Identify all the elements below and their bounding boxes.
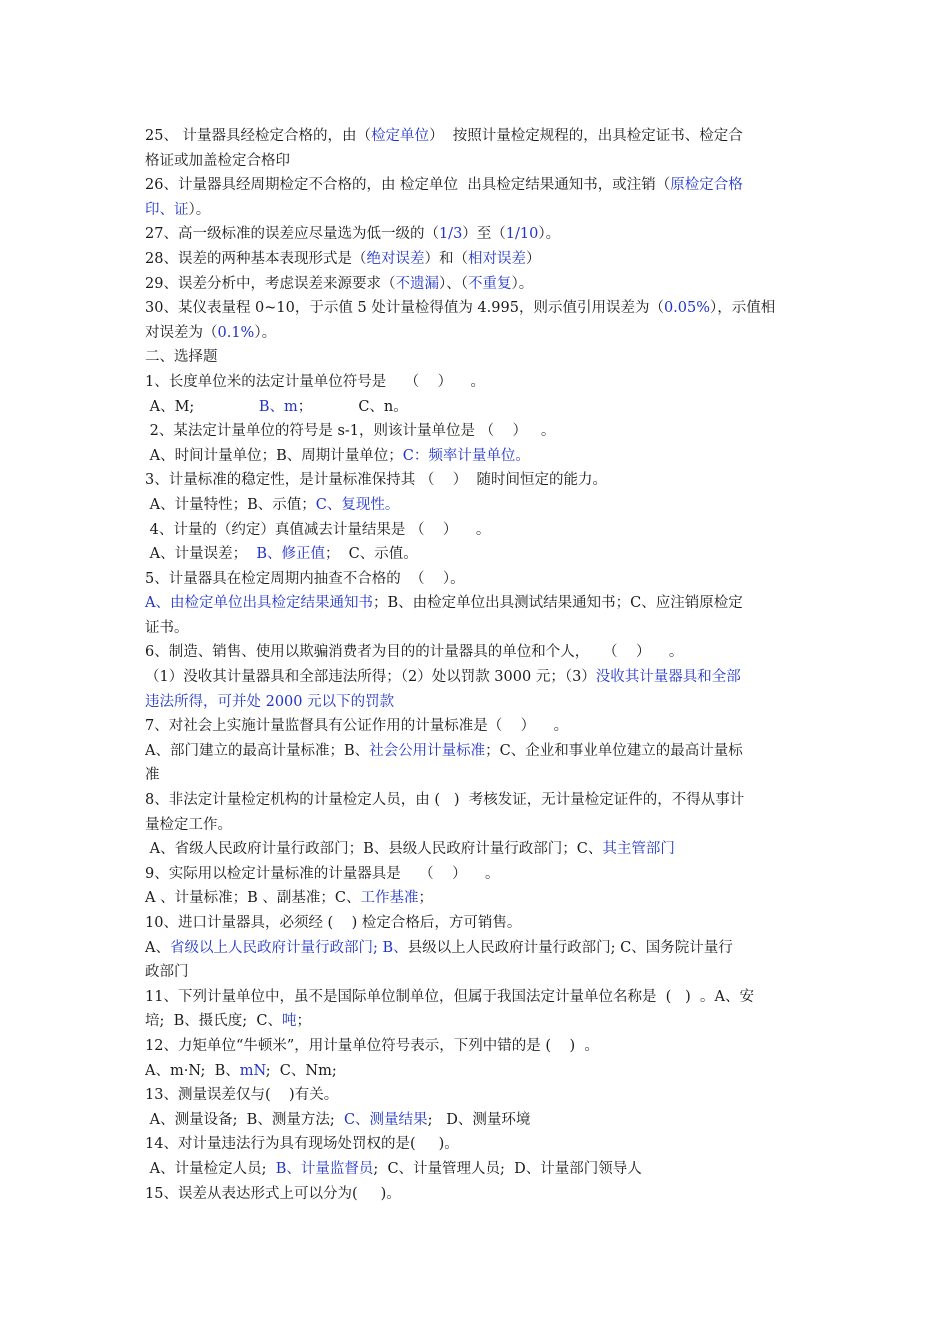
text-line bbox=[145, 690, 810, 715]
question-text: 9、实际用以检定计量标准的计量器具是 （ ） 。 bbox=[145, 865, 500, 882]
question-text: ； C、n。 bbox=[297, 398, 408, 415]
question-text: 2、某法定计量单位的符号是 s-1，则该计量单位是 （ ） 。 bbox=[145, 423, 556, 440]
question-text: ）至（ bbox=[462, 226, 506, 243]
text-line bbox=[145, 960, 810, 985]
question-text: A 、计量标准；B 、副基准；C、 bbox=[145, 890, 361, 907]
answer-text: 1/3 bbox=[438, 226, 463, 243]
text-line bbox=[145, 444, 810, 469]
question-text: ；C、企业和事业单位建立的最高计量标 bbox=[485, 742, 743, 759]
text-line bbox=[145, 862, 810, 887]
question-text: A、计量误差； bbox=[145, 546, 257, 563]
question-text: 3、计量标准的稳定性，是计量标准保持其 （ ） 随时间恒定的能力。 bbox=[145, 472, 607, 489]
text-line bbox=[145, 493, 810, 518]
answer-text: B、修正值 bbox=[256, 546, 325, 563]
question-text: 培; B、摄氏度; C、 bbox=[145, 1013, 282, 1030]
text-line bbox=[145, 370, 810, 395]
text-line bbox=[145, 591, 810, 616]
text-line bbox=[145, 321, 810, 346]
question-text: A、计量检定人员; bbox=[145, 1160, 276, 1177]
text-line bbox=[145, 911, 810, 936]
question-text: 准 bbox=[145, 767, 160, 784]
question-text: 二、选择题 bbox=[145, 349, 218, 366]
answer-text: 省级以上人民政府计量行政部门; B、 bbox=[169, 939, 408, 956]
question-text: A、测量设备; B、测量方法; bbox=[145, 1111, 344, 1128]
text-line bbox=[145, 640, 810, 665]
text-line bbox=[145, 1059, 810, 1084]
answer-text: 其主管部门 bbox=[602, 841, 675, 858]
text-line bbox=[145, 985, 810, 1010]
question-text: 格证或加盖检定合格印 bbox=[145, 152, 290, 169]
question-text: ） 按照计量检定规程的，出具检定证书、检定合 bbox=[429, 128, 743, 144]
text-line bbox=[145, 665, 810, 690]
question-text: ； C、示值。 bbox=[324, 546, 418, 563]
text-line bbox=[145, 837, 810, 862]
text-line bbox=[145, 419, 810, 444]
text-line bbox=[145, 886, 810, 911]
question-text: ）。 bbox=[188, 201, 211, 218]
question-text: A、m·N; B、 bbox=[145, 1062, 240, 1079]
text-line bbox=[145, 763, 810, 788]
question-text: A、时间计量单位；B、周期计量单位； bbox=[145, 447, 403, 464]
question-text: 13、测量误差仅与( )有关。 bbox=[145, 1087, 339, 1104]
question-text: ）和（ bbox=[424, 250, 468, 267]
answer-text: 相对误差 bbox=[467, 250, 526, 267]
question-text: 28、误差的两种基本表现形式是（ bbox=[145, 250, 367, 267]
text-line bbox=[145, 616, 810, 641]
question-text: 27、高一级标准的误差应尽量选为低一级的（ bbox=[145, 226, 439, 243]
text-line bbox=[145, 1132, 810, 1157]
text-line bbox=[145, 149, 810, 174]
question-text: ； bbox=[418, 890, 433, 907]
answer-text: 原检定合格 bbox=[670, 177, 743, 194]
text-line bbox=[145, 813, 810, 838]
text-line bbox=[145, 1083, 810, 1108]
text-line bbox=[145, 936, 810, 961]
question-text: 县级以上人民政府计量行政部门; C、国务院计量行 bbox=[407, 939, 733, 956]
question-text: 4、计量的（约定）真值减去计量结果是 （ ） 。 bbox=[145, 521, 491, 538]
text-line bbox=[145, 124, 810, 149]
question-text: 29、误差分析中，考虑误差来源要求（ bbox=[145, 275, 396, 292]
question-text: 量检定工作。 bbox=[145, 816, 232, 833]
answer-text: 绝对误差 bbox=[366, 250, 425, 267]
text-line bbox=[145, 567, 810, 592]
answer-text: 吨 bbox=[281, 1013, 297, 1030]
text-line bbox=[145, 247, 810, 272]
question-text: ; D、测量环境 bbox=[427, 1111, 531, 1128]
question-text: 25、 计量器具经检定合格的，由（ bbox=[145, 128, 372, 144]
question-text: ； bbox=[296, 1013, 311, 1030]
question-text: 10、进口计量器具，必须经 ( ) 检定合格后，方可销售。 bbox=[145, 915, 522, 931]
answer-text: B、m bbox=[258, 398, 298, 415]
answer-text: A、由检定单位出具检定结果通知书 bbox=[145, 595, 373, 612]
question-text: ；B、由检定单位出具测试结果通知书；C、应注销原检定 bbox=[372, 595, 743, 612]
text-line bbox=[145, 542, 810, 567]
answer-text: C、复现性。 bbox=[315, 496, 400, 513]
question-text: ） bbox=[525, 250, 541, 267]
document-body bbox=[145, 124, 810, 1206]
question-text: （1）没收其计量器具和全部违法所得；（2）处以罚款 3000 元；（3） bbox=[145, 669, 596, 686]
text-line bbox=[145, 468, 810, 493]
question-text: 11、下列计量单位中，虽不是国际单位制单位，但属于我国法定计量单位名称是 ( ) 。A、安 bbox=[145, 988, 754, 1005]
answer-text: 工作基准 bbox=[360, 890, 419, 907]
text-line bbox=[145, 272, 810, 297]
text-line bbox=[145, 1034, 810, 1059]
answer-text: mN bbox=[239, 1062, 266, 1079]
answer-text: 1/10 bbox=[505, 226, 539, 243]
text-line bbox=[145, 739, 810, 764]
answer-text: 印、证 bbox=[145, 201, 189, 218]
answer-text: 社会公用计量标准 bbox=[369, 742, 486, 759]
answer-text: 0.05% bbox=[663, 300, 711, 317]
text-line bbox=[145, 1009, 810, 1034]
text-line bbox=[145, 198, 810, 223]
question-text: 6、制造、销售、使用以欺骗消费者为目的的计量器具的单位和个人， （ ） 。 bbox=[145, 644, 684, 661]
text-line bbox=[145, 222, 810, 247]
question-text: A、省级人民政府计量行政部门；B、县级人民政府计量行政部门；C、 bbox=[145, 841, 603, 858]
question-text: A、 bbox=[145, 939, 170, 956]
question-text: 政部门 bbox=[145, 964, 189, 981]
answer-text: C：频率计量单位。 bbox=[402, 447, 530, 464]
question-text: 15、误差从表达形式上可以分为( )。 bbox=[145, 1185, 401, 1202]
question-text: ）。 bbox=[511, 275, 534, 292]
question-text: 7、对社会上实施计量监督具有公证作用的计量标准是（ ） 。 bbox=[145, 718, 569, 735]
question-text: A、计量特性；B、示值； bbox=[145, 496, 316, 513]
question-text: ; C、计量管理人员; D、计量部门领导人 bbox=[373, 1160, 642, 1177]
text-line bbox=[145, 1182, 810, 1207]
question-text: ），示值相 bbox=[710, 300, 776, 317]
question-text: A、部门建立的最高计量标准；B、 bbox=[145, 742, 370, 759]
question-text: 14、对计量违法行为具有现场处罚权的是( )。 bbox=[145, 1136, 459, 1153]
question-text: ; C、Nm; bbox=[265, 1062, 337, 1079]
question-text: ）、（ bbox=[438, 275, 468, 292]
answer-text: B、计量监督员 bbox=[275, 1160, 374, 1177]
answer-text: 违法所得，可并处 2000 元以下的罚款 bbox=[145, 693, 395, 710]
text-line bbox=[145, 296, 810, 321]
text-line bbox=[145, 345, 810, 370]
answer-text: 不重复 bbox=[467, 275, 512, 292]
text-line bbox=[145, 395, 810, 420]
question-text: 证书。 bbox=[145, 619, 189, 636]
answer-text: 检定单位 bbox=[371, 128, 430, 144]
answer-text: 没收其计量器具和全部 bbox=[595, 669, 741, 686]
question-text: A、M; bbox=[145, 398, 259, 415]
question-text: ）。 bbox=[538, 226, 561, 243]
question-text: 12、力矩单位“牛顿米”，用计量单位符号表示，下列中错的是 ( ) 。 bbox=[145, 1037, 599, 1054]
text-line bbox=[145, 173, 810, 198]
question-text: 8、非法定计量检定机构的计量检定人员，由 ( ) 考核发证，无计量检定证件的，不得从事计 bbox=[145, 792, 745, 809]
question-text: ）。 bbox=[254, 324, 277, 341]
text-line bbox=[145, 788, 810, 813]
answer-text: 不遗漏 bbox=[395, 275, 439, 292]
question-text: 1、长度单位米的法定计量单位符号是 （ ） 。 bbox=[145, 373, 486, 390]
text-line bbox=[145, 1108, 810, 1133]
answer-text: C、测量结果 bbox=[343, 1111, 428, 1128]
text-line bbox=[145, 714, 810, 739]
question-text: 对误差为（ bbox=[145, 324, 218, 341]
question-text: 5、计量器具在检定周期内抽查不合格的 （ ）。 bbox=[145, 570, 465, 587]
answer-text: 0.1% bbox=[217, 324, 255, 341]
question-text: 26、计量器具经周期检定不合格的，由 检定单位 出具检定结果通知书，或注销（ bbox=[145, 177, 671, 194]
text-line bbox=[145, 518, 810, 543]
text-line bbox=[145, 1157, 810, 1182]
question-text: 30、某仪表量程 0~10，于示值 5 处计量检得值为 4.995，则示值引用误差为（ bbox=[145, 300, 664, 317]
